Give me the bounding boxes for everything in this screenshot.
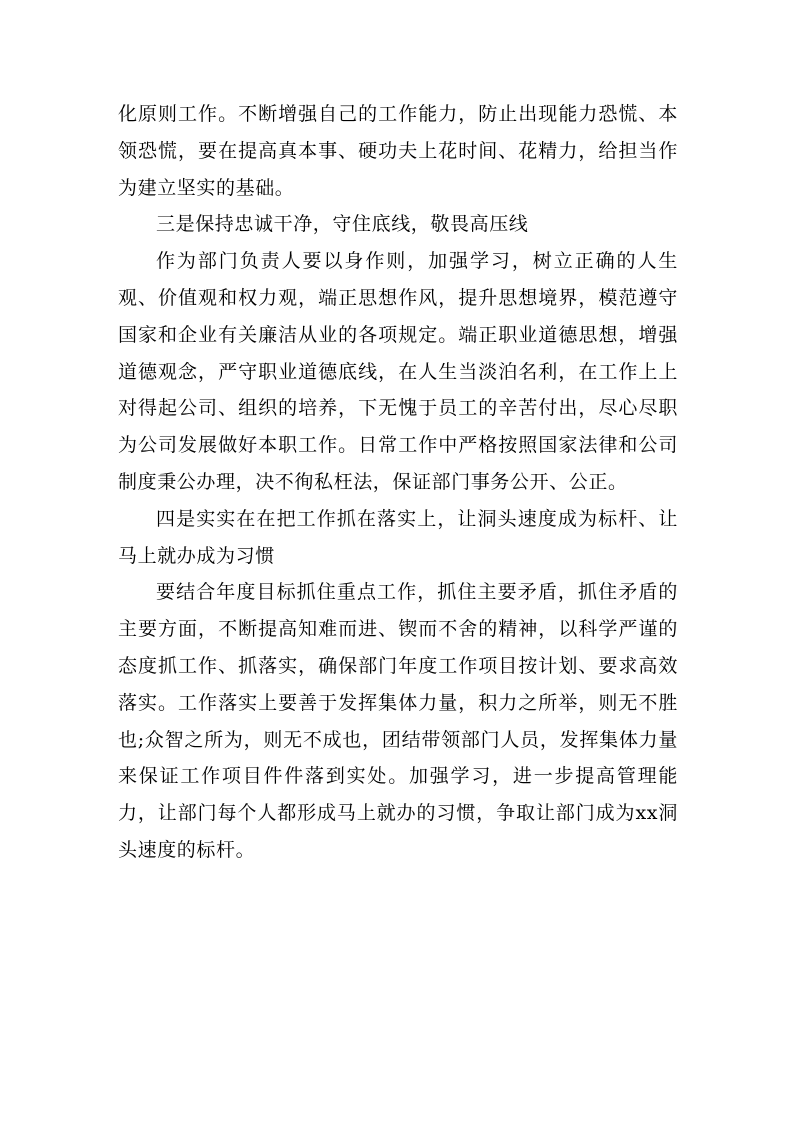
document-body [118, 96, 678, 869]
section-heading-three: 三是保持忠诚干净，守住底线，敬畏高压线 [156, 213, 529, 236]
paragraph-implementation: 要结合年度目标抓住重点工作，抓住主要矛盾，抓住矛盾的主要方面，不断提高知难而进、锲而不舍的精神，以科学严谨的态度抓工作、抓落实，确保部门年度工作项目按计划、要求高效落实。工作落实上要善于发挥集体力量，积力之所举，则无不胜也;众智之所为，则无不成也，团结带领部门人员，发挥集体力量来保证工作项目件件落到实处。加强学习，进一步提高管理能力，让部门每个人都形成马上就办的习惯，争取让部门成为xx洞头速度的标杆。 [118, 581, 678, 861]
section-heading-four: 四是实实在在把工作抓在落实上，让洞头速度成为标杆、让马上就办成为习惯 [118, 507, 678, 567]
paragraph-integrity: 作为部门负责人要以身作则，加强学习，树立正确的人生观、价值观和权力观，端正思想作风，提升思想境界，模范遵守国家和企业有关廉洁从业的各项规定。端正职业道德思想，增强道德观念，严守职业道德底线，在人生当淡泊名利，在工作上上对得起公司、组织的培养，下无愧于员工的辛苦付出，尽心尽职为公司发展做好本职工作。日常工作中严格按照国家法律和公司制度秉公办理，决不徇私枉法，保证部门事务公开、公正。 [118, 250, 678, 493]
paragraph-continuation: 化原则工作。不断增强自己的工作能力，防止出现能力恐慌、本领恐慌，要在提高真本事、硬功夫上花时间、花精力，给担当作为建立坚实的基础。 [118, 103, 678, 199]
